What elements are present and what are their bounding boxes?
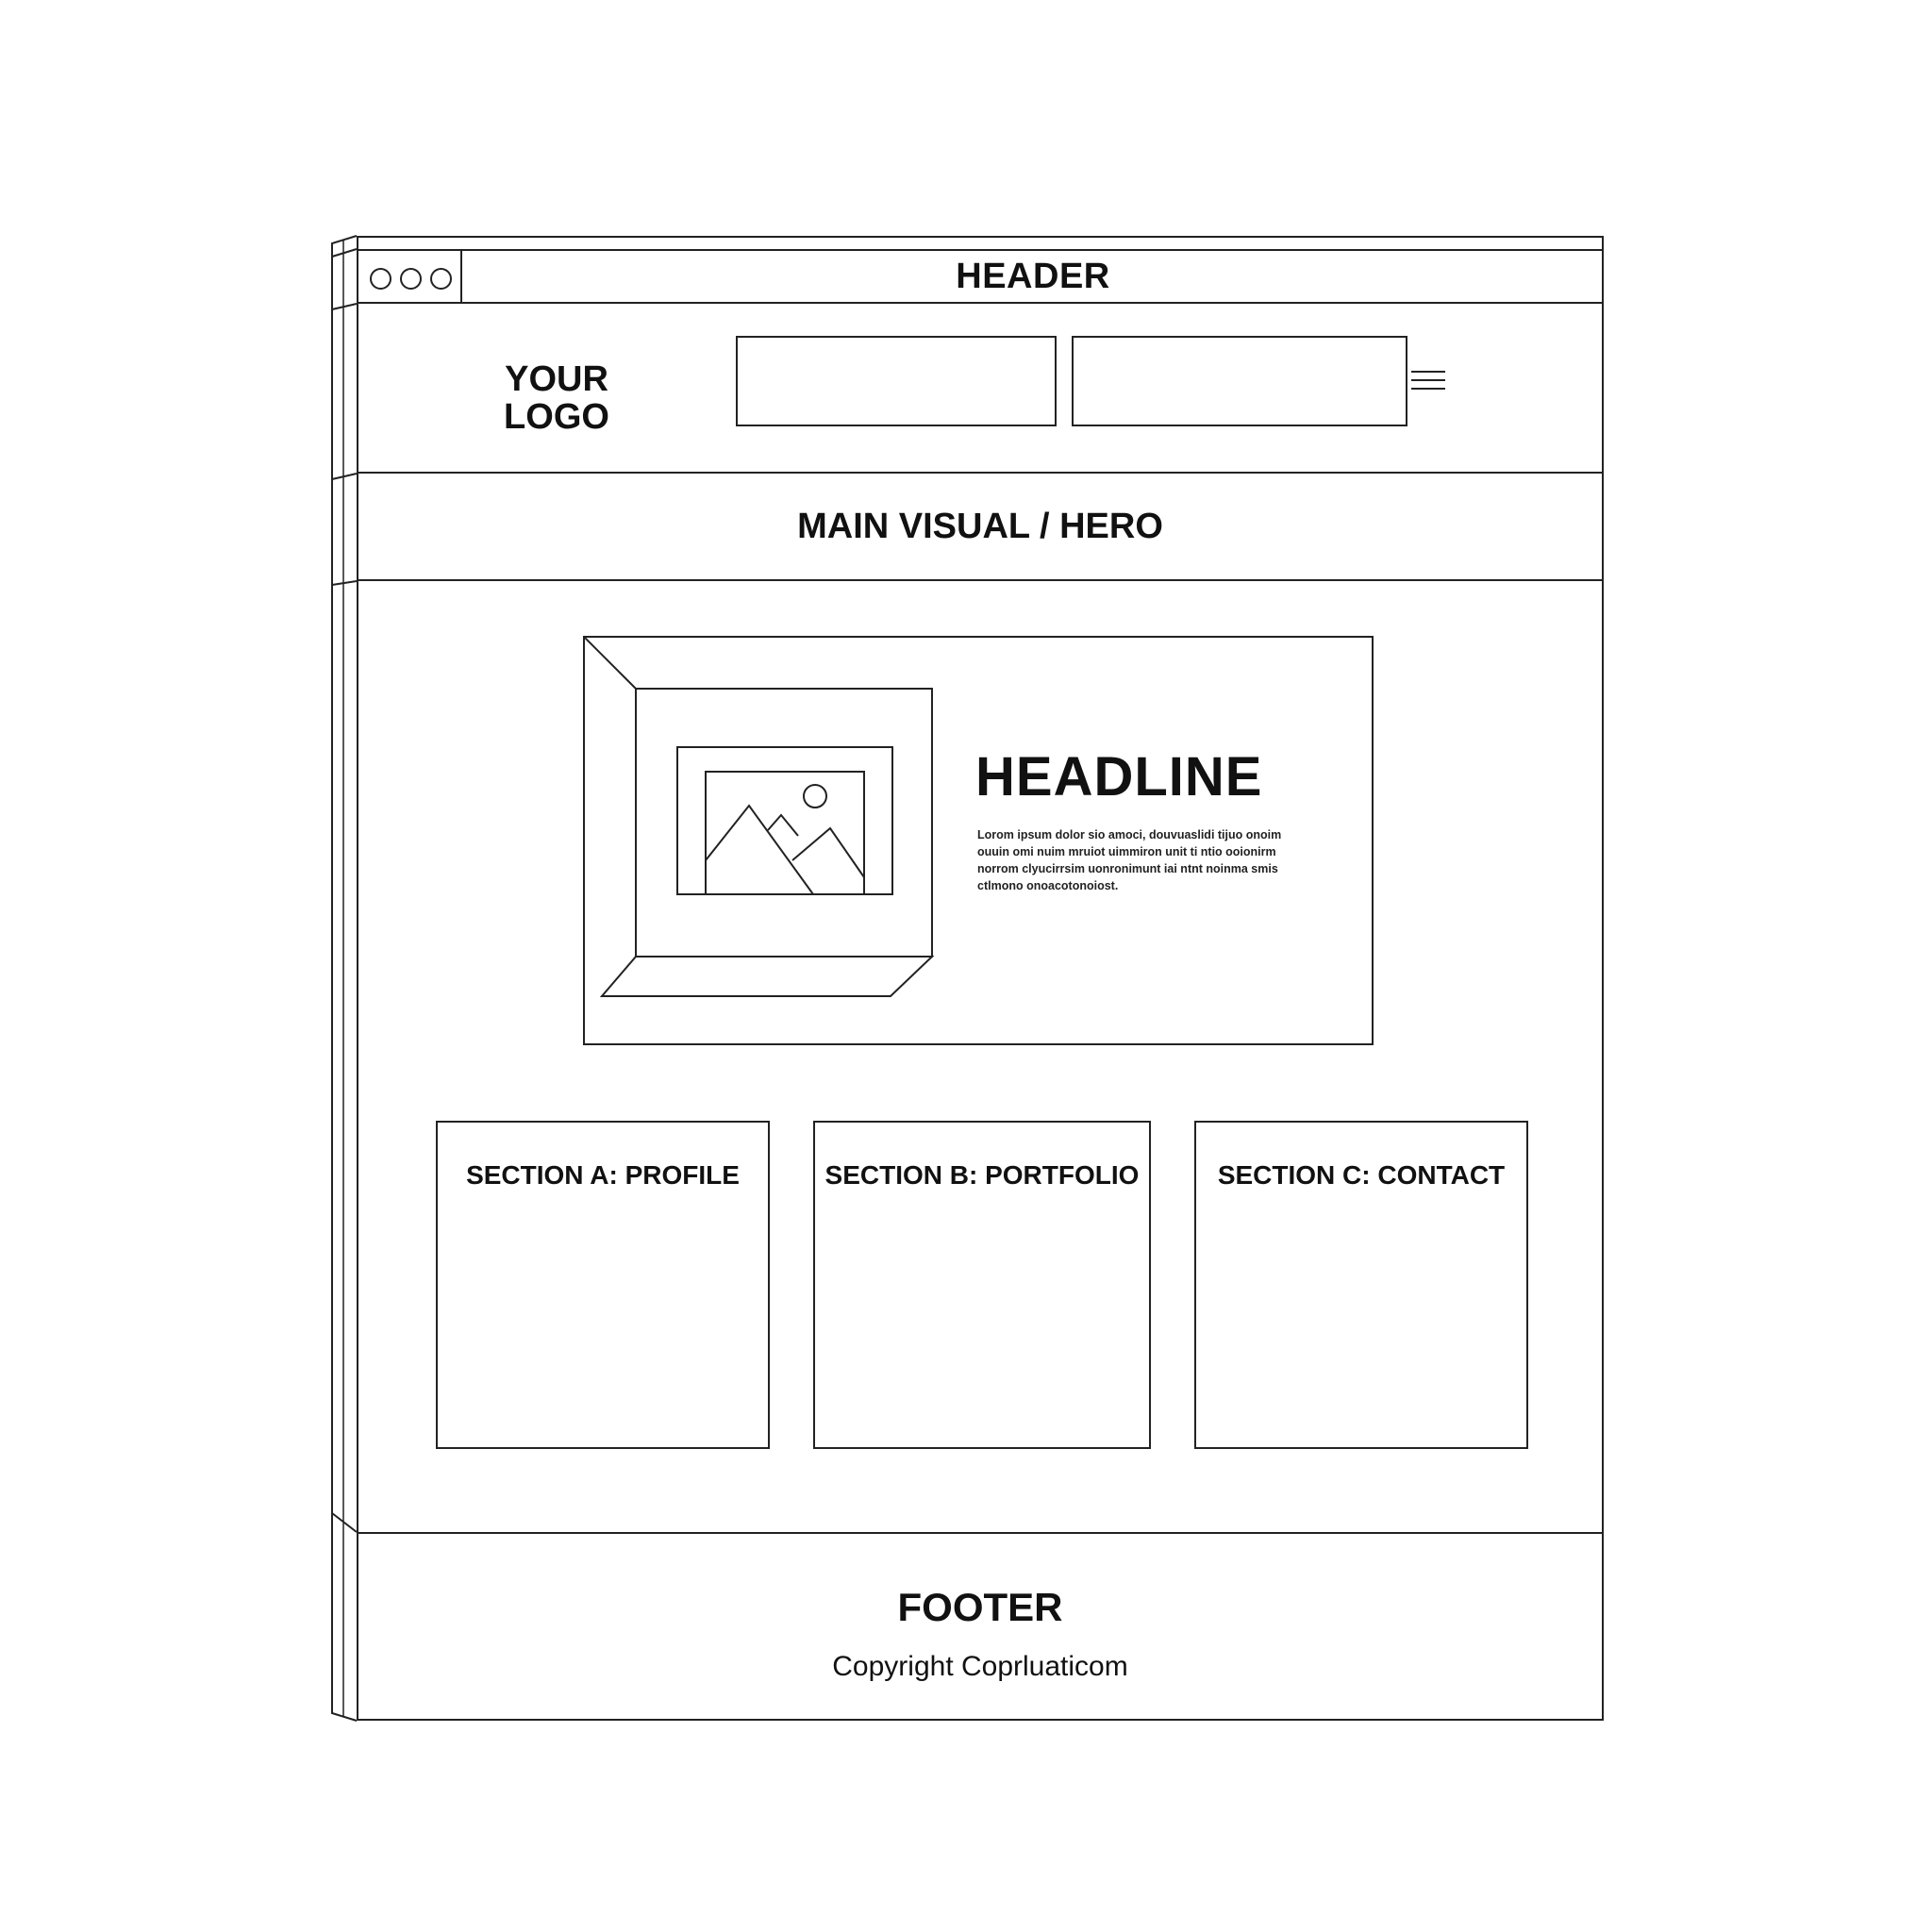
nav-placeholder-1[interactable] — [736, 336, 1057, 426]
hero-headline: HEADLINE — [975, 746, 1263, 808]
nav-placeholder-2[interactable] — [1072, 336, 1407, 426]
section-label: SECTION B: PORTFOLIO — [824, 1160, 1140, 1190]
footer-copyright: Copyright Coprluaticom — [832, 1651, 1128, 1682]
section-profile[interactable] — [436, 1121, 770, 1449]
section-portfolio[interactable] — [813, 1121, 1151, 1449]
section-label: SECTION C: CONTACT — [1217, 1160, 1506, 1190]
monitor-with-image-icon — [583, 636, 960, 1032]
hamburger-icon[interactable] — [1411, 370, 1445, 391]
hero-section-title: MAIN VISUAL / HERO — [357, 474, 1604, 581]
window-control-dot-icon[interactable] — [400, 268, 422, 290]
section-label: SECTION A: PROFILE — [466, 1160, 740, 1190]
window-control-dot-icon[interactable] — [430, 268, 452, 290]
section-contact[interactable] — [1194, 1121, 1528, 1449]
footer-title: FOOTER — [897, 1585, 1063, 1629]
header-title: HEADER — [956, 256, 1110, 296]
window-control-dot-icon[interactable] — [370, 268, 391, 290]
logo-line-1: YOUR — [505, 359, 608, 399]
hero-body-text: Lorom ipsum dolor sio amoci, douvuaslidi tijuo onoim ouuin omi nuim mruiot uimmiron unit ti ntio ooionirm norrom clyucirrsim uonronimunt iai ntnt noinma smis ctlmono onoacotonoiost. — [977, 828, 1282, 892]
logo[interactable] — [491, 360, 623, 436]
logo-line-2: LOGO — [504, 397, 609, 437]
